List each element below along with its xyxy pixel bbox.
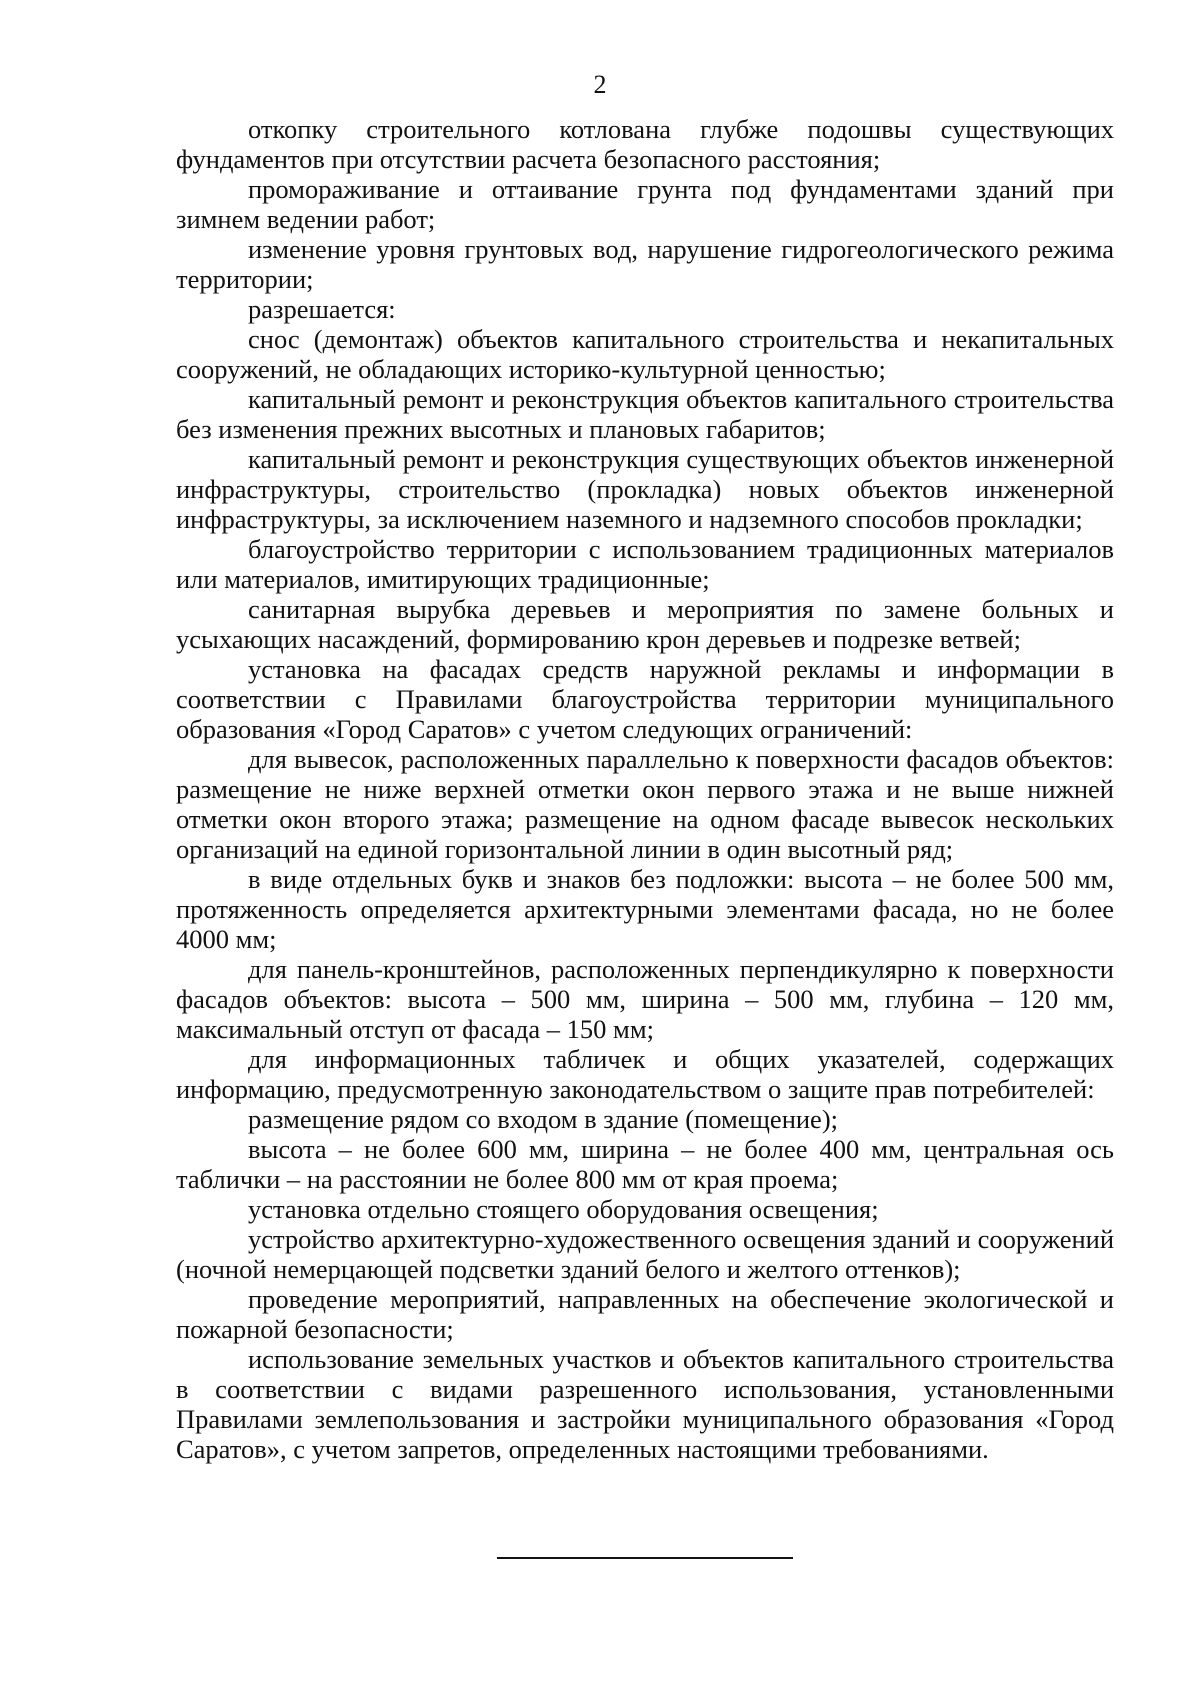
paragraph: разрешается: bbox=[248, 294, 396, 324]
document-body bbox=[176, 114, 1114, 1464]
paragraph: откопку строительного котлована глубже подошвы существующих фундаментов при отсутствии расчета безопасного расстояния; bbox=[176, 114, 1114, 174]
paragraph: высота – не более 600 мм, ширина – не более 400 мм, центральная ось таблички – на расстоянии не более 800 мм от края проема; bbox=[176, 1134, 1114, 1194]
paragraph: для информационных табличек и общих указателей, содержащих информацию, предусмотренную законодательством о защите прав потребителей: bbox=[176, 1044, 1114, 1104]
paragraph: снос (демонтаж) объектов капитального строительства и некапитальных сооружений, не обладающих историко-культурной ценностью; bbox=[176, 324, 1114, 384]
paragraph: промораживание и оттаивание грунта под фундаментами зданий при зимнем ведении работ; bbox=[176, 174, 1114, 234]
paragraph: изменение уровня грунтовых вод, нарушение гидрогеологического режима территории; bbox=[176, 234, 1114, 294]
paragraph: для панель-кронштейнов, расположенных перпендикулярно к поверхности фасадов объектов: высота – 500 мм, ширина – 500 мм, глубина – 120 мм, максимальный отступ от фасада – 150 мм; bbox=[176, 954, 1114, 1044]
paragraph: капитальный ремонт и реконструкция существующих объектов инженерной инфраструктуры, строительство (прокладка) новых объектов инженерной инфраструктуры, за исключением наземного и надземного способов прокладки; bbox=[176, 444, 1114, 534]
paragraph: санитарная вырубка деревьев и мероприятия по замене больных и усыхающих насаждений, формированию крон деревьев и подрезке ветвей; bbox=[176, 594, 1114, 654]
paragraph: установка на фасадах средств наружной рекламы и информации в соответствии с Правилами благоустройства территории муниципального образования «Город Саратов» с учетом следующих ограничений: bbox=[176, 654, 1114, 744]
paragraph: использование земельных участков и объектов капитального строительства в соответствии с видами разрешенного использования, установленными Правилами землепользования и застройки муниципального образования «Город Саратов», с учетом запретов, определенных настоящими требованиями. bbox=[176, 1344, 1114, 1464]
paragraph: размещение рядом со входом в здание (помещение); bbox=[248, 1104, 839, 1134]
end-separator-line bbox=[497, 1557, 793, 1559]
paragraph: для вывесок, расположенных параллельно к поверхности фасадов объектов: размещение не ниже верхней отметки окон первого этажа и не выше нижней отметки окон второго этажа; размещение на одном фасаде вывесок нескольких организаций на единой горизонтальной линии в один высотный ряд; bbox=[176, 744, 1114, 864]
paragraph: капитальный ремонт и реконструкция объектов капитального строительства без изменения прежних высотных и плановых габаритов; bbox=[176, 384, 1114, 444]
paragraph: в виде отдельных букв и знаков без подложки: высота – не более 500 мм, протяженность определяется архитектурными элементами фасада, но не более 4000 мм; bbox=[176, 864, 1114, 954]
paragraph: установка отдельно стоящего оборудования освещения; bbox=[248, 1194, 879, 1224]
page-number: 2 bbox=[593, 70, 607, 99]
paragraph: благоустройство территории с использованием традиционных материалов или материалов, имитирующих традиционные; bbox=[176, 534, 1114, 594]
paragraph: устройство архитектурно-художественного освещения зданий и сооружений (ночной немерцающей подсветки зданий белого и желтого оттенков); bbox=[176, 1224, 1114, 1284]
paragraph: проведение мероприятий, направленных на обеспечение экологической и пожарной безопасности; bbox=[176, 1284, 1114, 1344]
